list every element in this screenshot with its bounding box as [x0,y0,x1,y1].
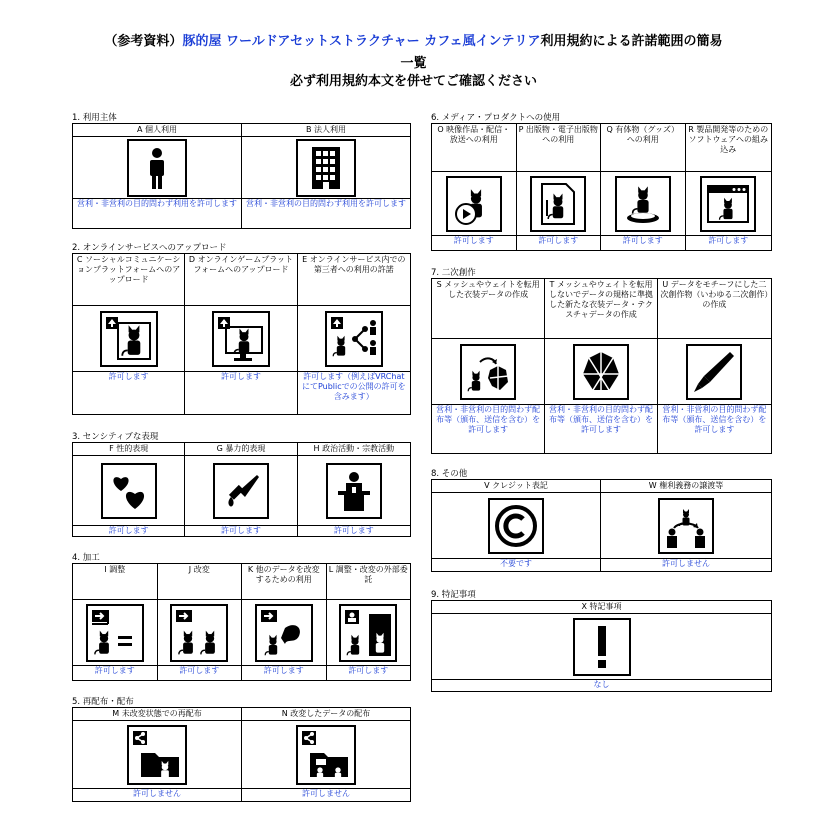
item-answer: 許可します [538,236,579,245]
item-label: N 改変したデータの配布 [242,708,410,721]
section-redistribution [72,697,411,802]
section-table [431,479,772,572]
icon-cell [185,456,296,526]
adjust-icon [86,604,144,662]
item-f [73,443,185,536]
icon-cell [432,493,600,559]
item-answer: 営利・非営利の目的問わず配布等（頒布、送信を含む）を許可します [436,405,541,434]
figure-icon [615,176,671,232]
item-o [432,124,517,250]
icon-cell [73,306,184,372]
item-label: C ソーシャルコミュニケーションプラットフォームへのアップロード [73,254,184,306]
icon-cell [73,721,241,789]
copyright-icon [488,498,544,554]
item-answer: 許可します [333,526,374,535]
item-answer: 営利・非営利の目的問わず配布等（頒布、送信を含む）を許可します [549,405,653,434]
section-title: 1. 利用主体 [72,113,117,123]
icon-cell [517,172,601,236]
section-online-upload [72,243,411,415]
item-d [185,254,297,414]
item-p [517,124,602,250]
icon-cell [73,137,241,199]
section-title: 5. 再配布・配布 [72,697,134,707]
item-label: B 法人利用 [242,124,410,137]
item-answer: 許可しません [302,789,350,798]
item-label: J 改変 [158,564,242,600]
section-processing [72,553,411,681]
section-table [72,253,411,415]
item-g [185,443,297,536]
item-e [298,254,410,414]
icon-cell [432,614,771,680]
page-title [0,34,827,50]
software-icon [700,176,756,232]
title-suffix: 利用規約による許諾範囲の簡易 [540,34,723,49]
transfer-icon [658,498,714,554]
icon-cell [242,137,410,199]
item-label: K 他のデータを改変するための利用 [242,564,326,600]
item-v [432,480,601,571]
item-i [73,564,158,680]
icon-cell [185,306,296,372]
item-answer: 許可します [220,372,261,381]
icon-cell [327,600,411,666]
section-table [72,563,411,681]
icon-cell [658,339,771,405]
section-table [431,278,772,454]
item-label: D オンラインゲームプラットフォームへのアップロード [185,254,296,306]
title-product-name: 豚的屋 ワールドアセットストラクチャー カフェ風インテリア [182,34,541,49]
item-label: F 性的表現 [73,443,184,456]
item-a [73,124,242,228]
item-label: X 特記事項 [432,601,771,614]
icon-cell [242,721,410,789]
item-answer: 許可しません [662,559,710,568]
section-table [72,123,411,229]
section-table [431,123,772,251]
item-w [601,480,771,571]
item-answer: 許可します [108,372,149,381]
icon-cell [242,600,326,666]
item-label: T メッシュやウェイトを転用しないでデータの規格に準拠した新たな衣装データ・テクスチャデータの作成 [545,279,656,339]
section-title: 9. 特記事項 [431,590,476,600]
icon-cell [545,339,656,405]
icon-cell [298,306,410,372]
document-icon [530,176,586,232]
item-s [432,279,545,453]
icon-cell [686,172,771,236]
item-l [327,564,411,680]
item-label: M 未改変状態での再配布 [73,708,241,721]
icon-cell [158,600,242,666]
item-label: R 製品開発等のためのソフトウェアへの組み込み [686,124,771,172]
item-answer: 許可します [622,236,663,245]
pen-icon [686,344,742,400]
item-m [73,708,242,801]
page-title-line2: 一覧 [400,56,427,71]
knife-icon [213,463,269,519]
item-b [242,124,410,228]
section-sensitive [72,432,411,537]
item-label: V クレジット表記 [432,480,600,493]
item-x [432,601,771,691]
item-answer: 許可します [179,666,220,675]
item-k [242,564,327,680]
item-answer: 許可します [263,666,304,675]
item-label: A 個人利用 [73,124,241,137]
item-label: L 調整・改変の外部委託 [327,564,411,600]
cloth-convert-icon [460,344,516,400]
item-label: U データをモチーフにした二次創作物（いわゆる二次創作）の作成 [658,279,771,339]
item-answer: 許可します [108,526,149,535]
person-icon [127,139,187,197]
section-title: 7. 二次創作 [431,268,476,278]
section-media-product [431,113,772,251]
section-title: 2. オンラインサービスへのアップロード [72,243,227,253]
item-answer: 許可します [220,526,261,535]
item-label: P 出版物・電子出版物への利用 [517,124,601,172]
item-n [242,708,410,801]
podium-icon [326,463,382,519]
share-folder-icon [127,725,187,785]
section-title: 6. メディア・プロダクトへの使用 [431,113,561,123]
item-answer: 許可します [708,236,749,245]
icon-cell [601,172,685,236]
title-prefix: （参考資料） [104,34,183,49]
item-answer: 営利・非営利の目的問わず利用を許可します [77,199,237,208]
building-icon [296,139,356,197]
section-table [72,707,411,802]
outsource-icon [339,604,397,662]
hearts-icon [101,463,157,519]
modify-icon [170,604,228,662]
item-answer: 許可します [348,666,389,675]
item-label: I 調整 [73,564,157,600]
item-label: S メッシュやウェイトを転用した衣装データの作成 [432,279,544,339]
item-c [73,254,185,414]
share-modified-icon [296,725,356,785]
page-subtitle: 必ず利用規約本文を併せてご確認ください [289,74,537,89]
icon-cell [73,600,157,666]
section-title: 8. その他 [431,469,468,479]
section-special-notes [431,590,772,692]
item-answer: なし [593,680,610,689]
item-answer: 許可します（例えばVRChatにてPublicでの公開の許可を含みます） [301,372,406,401]
item-q [601,124,686,250]
item-label: O 映像作品・配信・放送への利用 [432,124,516,172]
video-icon [446,176,502,232]
item-h [298,443,410,536]
item-label: Q 有体物（グッズ）への利用 [601,124,685,172]
exclamation-icon [573,618,631,676]
item-t [545,279,657,453]
item-answer: 許可しません [133,789,181,798]
item-answer: 許可します [453,236,494,245]
item-answer: 営利・非営利の目的問わず配布等（頒布、送信を含む）を許可します [662,405,767,434]
item-label: E オンラインサービス内での第三者への利用の許諾 [298,254,410,306]
icon-cell [601,493,771,559]
section-title: 4. 加工 [72,553,100,563]
share-users-icon [325,311,383,367]
item-answer: 許可します [94,666,135,675]
section-usage-subject [72,113,411,229]
item-label: W 権利義務の譲渡等 [601,480,771,493]
section-table [431,600,772,692]
modify-other-icon [255,604,313,662]
icon-cell [298,456,410,526]
icon-cell [432,172,516,236]
upload-screen-icon [212,311,270,367]
section-table [72,442,411,537]
item-u [658,279,771,453]
item-j [158,564,243,680]
section-derivative [431,268,772,454]
item-answer: 不要です [500,559,532,568]
icon-cell [432,339,544,405]
item-answer: 営利・非営利の目的問わず利用を許可します [246,199,406,208]
icon-cell [73,456,184,526]
item-label: G 暴力的表現 [185,443,296,456]
cloth-icon [573,344,629,400]
item-label: H 政治活動・宗教活動 [298,443,410,456]
section-other [431,469,772,572]
upload-avatar-icon [100,311,158,367]
item-r [686,124,771,250]
section-title: 3. センシティブな表現 [72,432,159,442]
